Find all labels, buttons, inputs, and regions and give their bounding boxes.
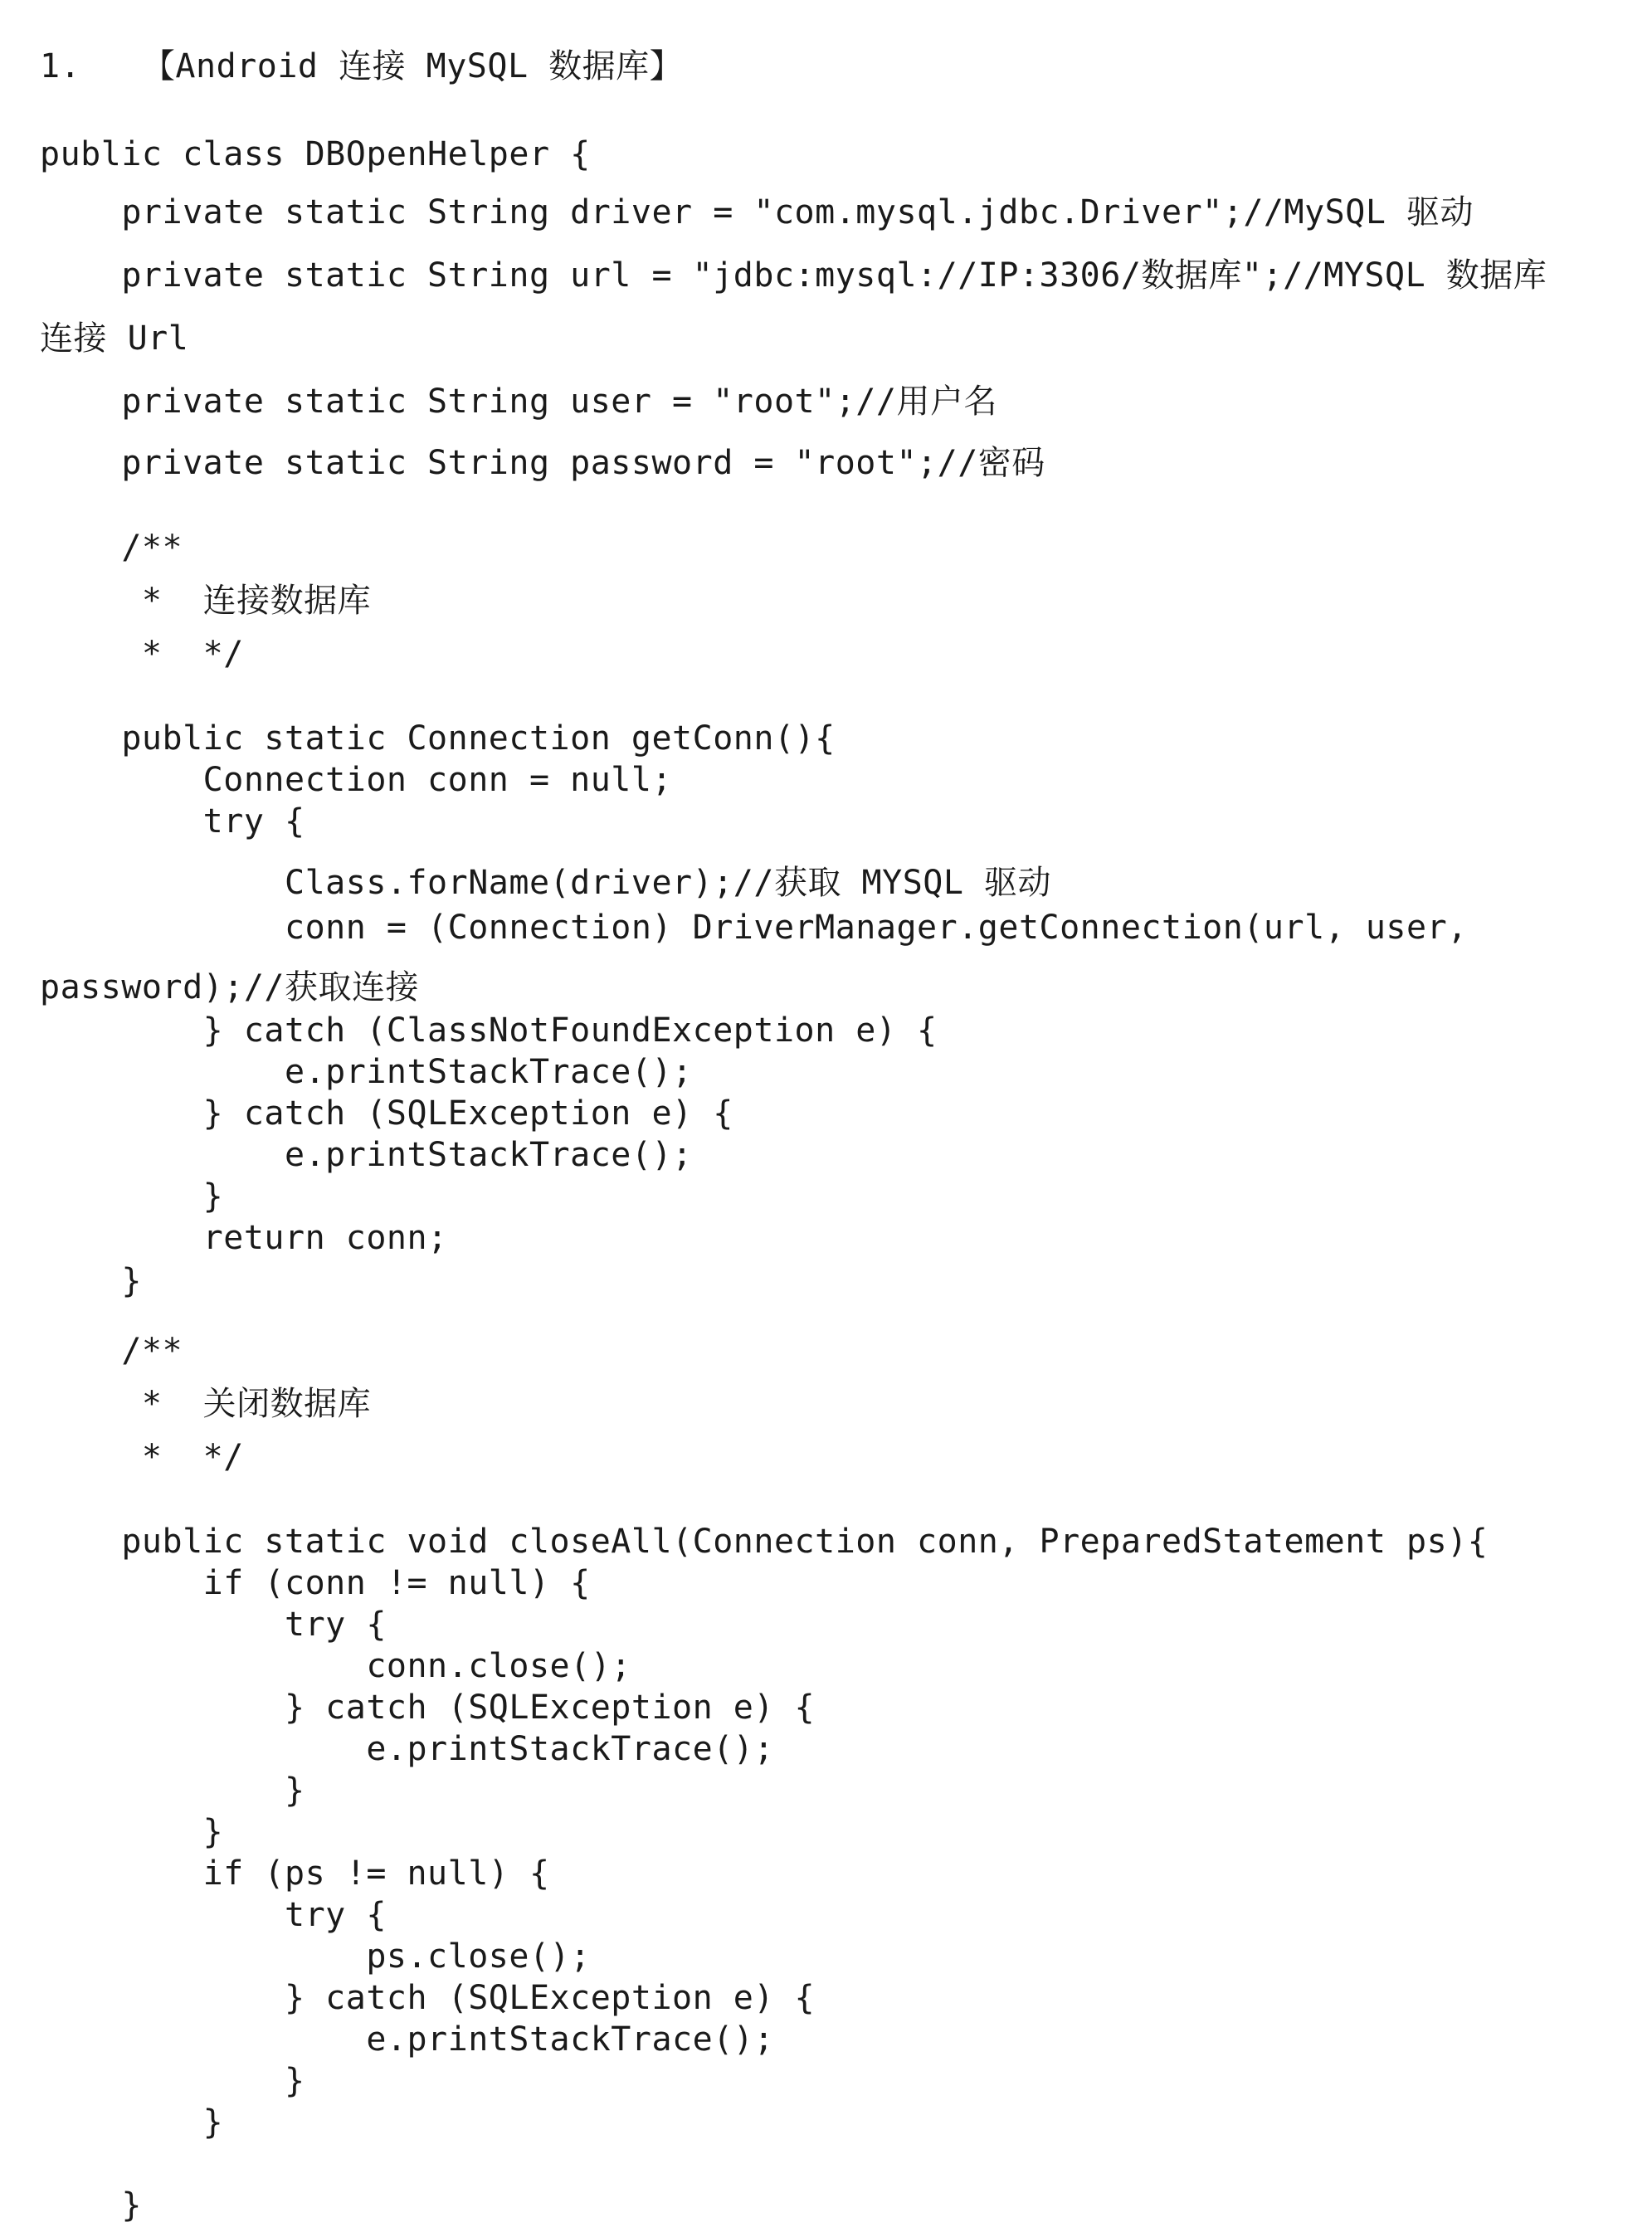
code-line: try { [40,1606,387,1644]
code-line: try { [40,1896,387,1934]
code-line: /** [40,1332,183,1370]
code-line: private static String url = "jdbc:mysql://IP:3306/数据库";//MYSQL 数据库 [40,256,1547,295]
code-line: 连接 Url [40,319,189,358]
code-line: Connection conn = null; [40,761,673,799]
code-line: public class DBOpenHelper { [40,135,591,173]
code-line: } [40,2062,305,2100]
code-line: public static void closeAll(Connection conn, PreparedStatement ps){ [40,1523,1489,1561]
code-line: } [40,1771,305,1810]
code-line: } catch (ClassNotFoundException e) { [40,1011,938,1050]
code-line: try { [40,802,305,841]
code-line: password);//获取连接 [40,968,419,1006]
code-line: } [40,1262,142,1300]
code-line: conn = (Connection) DriverManager.getConnection(url, user, [40,909,1468,947]
code-line: * */ [40,1438,244,1476]
code-line: e.printStackTrace(); [40,1730,774,1768]
code-line: private static String driver = "com.mysql.jdbc.Driver";//MySQL 驱动 [40,193,1474,231]
code-line: } [40,2103,224,2142]
code-line: e.printStackTrace(); [40,1136,693,1174]
code-line: * */ [40,635,244,673]
code-line: * 关闭数据库 [40,1385,372,1423]
code-line: conn.close(); [40,1647,631,1685]
code-line: } catch (SQLException e) { [40,1689,816,1727]
code-line: } [40,1813,224,1851]
code-line: } [40,2186,142,2225]
code-line: e.printStackTrace(); [40,1053,693,1091]
code-line: ps.close(); [40,1937,591,1976]
code-line: return conn; [40,1219,448,1257]
code-line: Class.forName(driver);//获取 MYSQL 驱动 [40,864,1052,902]
code-line: private static String password = "root";//密码 [40,444,1045,482]
code-line: } [40,1177,224,1216]
code-line: e.printStackTrace(); [40,2020,774,2059]
code-line: public static Connection getConn(){ [40,719,836,758]
code-line: if (conn != null) { [40,1564,591,1602]
code-line: } catch (SQLException e) { [40,1979,816,2017]
code-line: * 连接数据库 [40,582,372,620]
code-line: private static String user = "root";//用户名 [40,383,997,421]
code-line: /** [40,529,183,567]
code-line: } catch (SQLException e) { [40,1094,733,1133]
document-heading: 1. 【Android 连接 MySQL 数据库】 [40,47,684,85]
code-line: if (ps != null) { [40,1854,550,1893]
